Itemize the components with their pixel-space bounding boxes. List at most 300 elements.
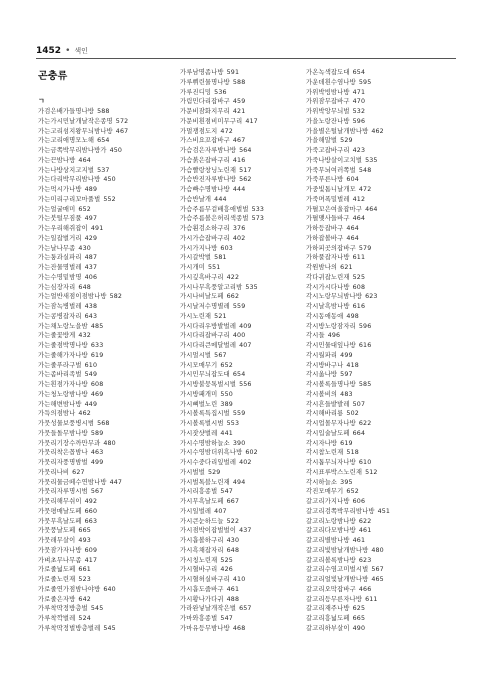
index-entry bbox=[38, 595, 172, 605]
entry-name: 가시나비날도페 bbox=[180, 293, 224, 301]
index-entry bbox=[306, 546, 456, 556]
index-entry bbox=[38, 107, 172, 117]
entry-page: 652 bbox=[220, 361, 233, 369]
entry-page: 608 bbox=[90, 381, 104, 388]
entry-page: 611 bbox=[352, 254, 366, 262]
entry-name: 가뭇평매날도페 bbox=[38, 507, 82, 515]
entry-name: 가시나무흑풍알고리밤 bbox=[180, 283, 243, 291]
index-entry bbox=[38, 478, 172, 488]
index-entry bbox=[306, 526, 456, 536]
entry-name: 각시자나방 bbox=[306, 439, 338, 447]
entry-page: 437 bbox=[84, 264, 98, 271]
entry-page: 567 bbox=[214, 351, 227, 359]
entry-page: 664 bbox=[352, 429, 366, 437]
entry-page: 451 bbox=[377, 507, 391, 515]
index-entry bbox=[180, 536, 298, 546]
index-entry bbox=[306, 214, 456, 224]
entry-name: 가시뼈벌노린 bbox=[180, 400, 218, 408]
index-column-2 bbox=[180, 68, 298, 634]
index-entry bbox=[306, 361, 456, 371]
entry-name: 가시볼록특집시벌 bbox=[180, 410, 230, 418]
index-entry bbox=[180, 556, 298, 566]
index-entry bbox=[180, 175, 298, 185]
entry-name: 가위잠무잡바구 bbox=[306, 98, 350, 106]
entry-name: 가슴반날개 bbox=[180, 195, 212, 203]
entry-page: 395 bbox=[340, 478, 353, 486]
entry-page: 648 bbox=[78, 283, 91, 291]
entry-page: 430 bbox=[226, 537, 240, 544]
entry-page: 412 bbox=[352, 195, 366, 203]
entry-name: 가는퉁과실파리 bbox=[38, 254, 82, 262]
entry-page: 610 bbox=[358, 459, 372, 466]
entry-page: 621 bbox=[340, 264, 353, 271]
entry-name: 가시수영밤더위흑나방 bbox=[180, 449, 243, 457]
entry-name: 가는수명밑밤명 bbox=[38, 273, 82, 281]
entry-page: 537 bbox=[97, 166, 110, 174]
entry-page: 429 bbox=[84, 234, 98, 242]
entry-name: 가루쀠린물명나방 bbox=[180, 78, 230, 86]
index-entry bbox=[180, 575, 298, 585]
index-entry bbox=[306, 185, 456, 195]
entry-page: 562 bbox=[239, 176, 252, 184]
entry-page: 389 bbox=[220, 400, 233, 408]
entry-name: 각다귀잡노린재 bbox=[306, 273, 350, 281]
entry-page: 483 bbox=[340, 390, 353, 398]
entry-name: 가는청노랑밤나방 bbox=[38, 390, 88, 398]
index-entry bbox=[38, 263, 172, 273]
header-title: 색인 bbox=[74, 47, 88, 55]
entry-page: 464 bbox=[346, 234, 359, 242]
entry-name: 갈고리다모밤나방 bbox=[306, 527, 356, 535]
index-entry bbox=[180, 400, 298, 410]
index-entry bbox=[306, 487, 456, 497]
index-entry bbox=[306, 497, 456, 507]
entry-name: 가시수명밤하늘소 bbox=[180, 439, 230, 447]
index-entry bbox=[306, 302, 456, 312]
index-entry bbox=[180, 429, 298, 439]
entry-page: 407 bbox=[214, 507, 227, 515]
entry-page: 461 bbox=[226, 585, 240, 593]
entry-name: 가시리흥종벌 bbox=[180, 488, 218, 496]
section-title: 곤충류 bbox=[38, 71, 68, 82]
entry-name: 가는날나무좀 bbox=[38, 244, 76, 252]
index-entry bbox=[180, 97, 298, 107]
index-entry bbox=[38, 351, 172, 361]
entry-page: 657 bbox=[239, 605, 252, 613]
entry-page: 545 bbox=[103, 624, 116, 632]
entry-page: 437 bbox=[239, 527, 252, 535]
entry-page: 471 bbox=[352, 88, 366, 96]
index-entry bbox=[180, 214, 298, 224]
entry-page: 444 bbox=[214, 195, 227, 203]
entry-page: 616 bbox=[352, 303, 366, 310]
entry-page: 525 bbox=[220, 556, 233, 564]
index-entry bbox=[180, 312, 298, 322]
entry-page: 652 bbox=[78, 205, 91, 213]
index-entry bbox=[306, 331, 456, 341]
entry-page: 535 bbox=[245, 283, 258, 291]
entry-name: 가는줄푸라구벌 bbox=[38, 361, 82, 369]
entry-page: 461 bbox=[352, 537, 366, 544]
entry-name: 갈고리빛밤날개밤나방 bbox=[306, 546, 369, 554]
entry-name: 각시해바리룡 bbox=[306, 410, 344, 418]
entry-page: 533 bbox=[251, 205, 265, 213]
index-entry bbox=[38, 429, 172, 439]
entry-name: 가시흡볼하구리 bbox=[180, 537, 224, 544]
entry-name: 가뭇리물금떼수연밤나방 bbox=[38, 478, 107, 486]
entry-name: 가슴주름볼은허리색종벌 bbox=[180, 215, 249, 223]
index-entry bbox=[38, 312, 172, 322]
entry-page: 556 bbox=[239, 381, 252, 388]
entry-page: 550 bbox=[220, 390, 233, 398]
index-entry bbox=[306, 429, 456, 439]
entry-page: 499 bbox=[90, 459, 104, 466]
entry-name: 가을노랑잔나방 bbox=[306, 117, 350, 125]
header-rule bbox=[36, 58, 456, 59]
entry-page: 480 bbox=[371, 546, 384, 554]
index-entry bbox=[306, 458, 456, 468]
entry-name: 각시옮나방 bbox=[306, 371, 338, 379]
entry-page: 643 bbox=[84, 312, 98, 320]
index-entry bbox=[306, 156, 456, 166]
entry-page: 421 bbox=[232, 108, 246, 115]
entry-name: 가루착딱정벌방층벌레 bbox=[38, 624, 101, 632]
index-entry bbox=[306, 283, 456, 293]
entry-name: 각시업몰무자나방 bbox=[306, 420, 356, 427]
index-entry bbox=[180, 146, 298, 156]
index-entry bbox=[180, 624, 298, 634]
entry-page: 568 bbox=[97, 420, 110, 427]
entry-name: 가는줄점박명나방 bbox=[38, 342, 88, 349]
entry-name: 가시수중다리잎벌레 bbox=[180, 459, 237, 466]
index-entry bbox=[180, 244, 298, 254]
entry-name: 갈고리재주나방 bbox=[306, 605, 350, 613]
index-entry bbox=[306, 97, 456, 107]
entry-name: 가하피곳의잡바구 bbox=[306, 244, 356, 252]
index-entry bbox=[306, 273, 456, 283]
index-entry bbox=[38, 253, 172, 263]
index-entry bbox=[38, 195, 172, 205]
entry-name: 가을해말벌 bbox=[306, 137, 338, 145]
entry-name: 가죽며폭밀벌레 bbox=[306, 195, 350, 203]
entry-page: 496 bbox=[327, 332, 341, 340]
entry-page: 462 bbox=[78, 410, 91, 418]
entry-page: 426 bbox=[220, 566, 233, 574]
entry-page: 492 bbox=[84, 498, 98, 505]
entry-page: 422 bbox=[226, 273, 240, 281]
entry-name: 각시월파리 bbox=[306, 351, 338, 359]
entry-page: 665 bbox=[78, 527, 91, 535]
entry-page: 512 bbox=[365, 468, 378, 476]
index-entry bbox=[306, 614, 456, 624]
entry-page: 588 bbox=[232, 78, 246, 86]
entry-name: 가시개미 bbox=[180, 264, 205, 271]
entry-name: 가시볼록벌시범 bbox=[180, 420, 224, 427]
entry-name: 각시들 bbox=[306, 332, 325, 340]
entry-page: 553 bbox=[226, 420, 240, 427]
entry-name: 가는고리섬지왕무늬밤나방 bbox=[38, 127, 113, 135]
entry-name: 가시깊흑바구리 bbox=[180, 273, 224, 281]
index-entry bbox=[180, 565, 298, 575]
entry-name: 가시혈허실바구리 bbox=[180, 576, 230, 583]
entry-page: 660 bbox=[84, 507, 98, 515]
entry-page: 633 bbox=[90, 342, 104, 349]
entry-name: 가펼맺사들바구 bbox=[306, 215, 350, 223]
letter-heading: ㄱ bbox=[38, 96, 45, 105]
entry-name: 가시모매무기 bbox=[180, 361, 218, 369]
entry-page: 667 bbox=[226, 498, 240, 505]
entry-name: 가는얼반새점이점밤나방 bbox=[38, 293, 107, 301]
entry-page: 438 bbox=[84, 303, 98, 310]
section-spacer bbox=[38, 86, 172, 95]
entry-name: 가벼초무나무좀 bbox=[38, 556, 82, 564]
entry-page: 663 bbox=[84, 517, 98, 525]
index-entry bbox=[180, 448, 298, 458]
entry-page: 627 bbox=[72, 468, 85, 476]
entry-name: 각시흔들밭발레 bbox=[306, 400, 350, 408]
index-entry bbox=[306, 439, 456, 449]
index-entry bbox=[306, 195, 456, 205]
index-list-2 bbox=[180, 68, 298, 634]
entry-page: 619 bbox=[90, 351, 104, 359]
index-entry bbox=[306, 604, 456, 614]
index-entry bbox=[306, 419, 456, 429]
index-entry bbox=[306, 244, 456, 254]
index-entry bbox=[180, 468, 298, 478]
entry-page: 490 bbox=[352, 624, 366, 632]
entry-page: 623 bbox=[358, 556, 372, 564]
entry-page: 652 bbox=[346, 488, 359, 496]
index-entry bbox=[306, 517, 456, 527]
entry-name: 가는나방상지고지벌 bbox=[38, 166, 95, 174]
entry-name: 가뭇들돌무밤나방 bbox=[38, 429, 88, 437]
index-entry bbox=[38, 556, 172, 566]
entry-page: 450 bbox=[109, 147, 123, 154]
entry-name: 가뭇리해무쉬이 bbox=[38, 498, 82, 505]
index-entry bbox=[180, 595, 298, 605]
entry-name: 가시잣샷벌레 bbox=[180, 429, 218, 437]
entry-name: 가시다리잡바구리 bbox=[180, 332, 230, 340]
entry-page: 610 bbox=[84, 361, 98, 369]
entry-page: 390 bbox=[232, 439, 246, 447]
index-entry bbox=[306, 409, 456, 419]
entry-page: 489 bbox=[84, 186, 98, 193]
entry-page: 407 bbox=[239, 342, 252, 349]
entry-page: 648 bbox=[226, 546, 240, 554]
index-entry bbox=[180, 526, 298, 536]
index-entry bbox=[38, 575, 172, 585]
index-entry bbox=[180, 604, 298, 614]
entry-name: 가시다리우방발벌레 bbox=[180, 322, 237, 330]
entry-name: 가온녹색잡도대 bbox=[306, 69, 350, 76]
entry-name: 가시날저수명별레 bbox=[180, 303, 230, 310]
entry-name: 가로줄노린재 bbox=[38, 576, 76, 583]
index-entry bbox=[180, 585, 298, 595]
entry-page: 497 bbox=[84, 215, 98, 223]
index-entry bbox=[306, 322, 456, 332]
entry-page: 622 bbox=[358, 517, 372, 525]
entry-name: 가뭇리기장수까만무과 bbox=[38, 439, 101, 447]
entry-page: 447 bbox=[109, 478, 123, 486]
entry-name: 가는다리박무리밤나방 bbox=[38, 176, 101, 184]
entry-page: 551 bbox=[207, 264, 221, 271]
entry-name: 가라완넣날개작은벌 bbox=[180, 605, 237, 613]
entry-page: 602 bbox=[245, 449, 258, 457]
index-entry bbox=[180, 224, 298, 234]
entry-page: 582 bbox=[109, 293, 123, 301]
index-entry bbox=[306, 556, 456, 566]
index-entry bbox=[306, 136, 456, 146]
entry-name: 갈고리하부살이 bbox=[306, 624, 350, 632]
entry-name: 가시가지나방 bbox=[180, 244, 218, 252]
index-entry bbox=[306, 292, 456, 302]
entry-name: 가죽고잡바구리 bbox=[306, 147, 350, 154]
index-entry bbox=[180, 497, 298, 507]
index-entry bbox=[38, 292, 172, 302]
entry-name: 각시톱무늬자나방 bbox=[306, 459, 356, 466]
entry-page: 597 bbox=[340, 371, 353, 379]
entry-page: 463 bbox=[90, 449, 104, 457]
entry-page: 654 bbox=[232, 371, 246, 379]
entry-name: 가시일벌레 bbox=[180, 507, 212, 515]
entry-name: 가시갈박벌 bbox=[180, 254, 212, 262]
entry-name: 갈고리등무른자나방 bbox=[306, 595, 363, 603]
entry-name: 갈고리수염고미벌시벌 bbox=[306, 566, 369, 574]
entry-name: 가죽푸른나방 bbox=[306, 176, 344, 184]
entry-name: 가슴반진자루밤나방 bbox=[180, 176, 237, 184]
index-entry bbox=[180, 107, 298, 117]
index-entry bbox=[180, 439, 298, 449]
entry-page: 642 bbox=[78, 595, 91, 603]
entry-name: 각시가시다나방 bbox=[306, 283, 350, 291]
entry-name: 가슴빠수명밤나방 bbox=[180, 186, 230, 193]
index-entry bbox=[38, 458, 172, 468]
entry-page: 622 bbox=[358, 420, 372, 427]
entry-page: 525 bbox=[352, 273, 366, 281]
entry-page: 535 bbox=[365, 156, 378, 164]
index-entry bbox=[38, 409, 172, 419]
entry-name: 각시표루박스노린재 bbox=[306, 468, 363, 476]
index-entry bbox=[180, 380, 298, 390]
entry-name: 가시혈바구리 bbox=[180, 566, 218, 574]
index-entry bbox=[306, 624, 456, 634]
page-number: 1452 bbox=[36, 46, 62, 56]
index-entry bbox=[180, 409, 298, 419]
entry-page: 572 bbox=[115, 117, 129, 125]
entry-page: 547 bbox=[220, 615, 233, 622]
index-entry bbox=[180, 88, 298, 98]
index-entry bbox=[38, 185, 172, 195]
entry-name: 가시벌벌 bbox=[180, 468, 205, 476]
index-entry bbox=[180, 292, 298, 302]
index-entry bbox=[180, 458, 298, 468]
entry-page: 559 bbox=[232, 410, 246, 418]
entry-name: 각시입술날도페 bbox=[306, 429, 350, 437]
index-entry bbox=[180, 253, 298, 263]
index-entry bbox=[306, 253, 456, 263]
entry-name: 가로줄은자방 bbox=[38, 595, 76, 603]
entry-page: 462 bbox=[371, 127, 384, 135]
entry-name: 가하등잡바구 bbox=[306, 225, 344, 232]
entry-name: 각시노랑무늬밤나방 bbox=[306, 293, 363, 301]
entry-name: 가위박빙밤나방 bbox=[306, 88, 350, 96]
entry-page: 552 bbox=[103, 195, 116, 203]
index-entry bbox=[180, 331, 298, 341]
entry-page: 517 bbox=[239, 166, 252, 174]
entry-name: 가는줄해가자나방 bbox=[38, 351, 88, 359]
entry-page: 662 bbox=[226, 293, 240, 301]
entry-page: 529 bbox=[207, 468, 221, 476]
entry-name: 가운데흰수염나방 bbox=[306, 78, 356, 86]
entry-page: 606 bbox=[352, 498, 366, 505]
index-entry bbox=[38, 546, 172, 556]
index-entry bbox=[38, 419, 172, 429]
entry-name: 갈고리노랑밤나방 bbox=[306, 517, 356, 525]
entry-page: 423 bbox=[352, 147, 366, 154]
index-entry bbox=[180, 234, 298, 244]
index-column-3 bbox=[306, 68, 456, 634]
entry-page: 410 bbox=[232, 576, 246, 583]
entry-page: 464 bbox=[352, 215, 366, 223]
entry-name: 가죽나방살이고치벌 bbox=[306, 156, 363, 164]
index-entry bbox=[306, 312, 456, 322]
index-entry bbox=[38, 214, 172, 224]
entry-page: 661 bbox=[78, 566, 91, 574]
entry-page: 518 bbox=[346, 449, 359, 457]
index-entry bbox=[306, 585, 456, 595]
entry-page: 488 bbox=[226, 595, 240, 603]
entry-name: 가루진디밍 bbox=[180, 88, 212, 96]
entry-name: 가시방불뭉톡벌시벌 bbox=[180, 381, 237, 388]
index-entry bbox=[306, 205, 456, 215]
index-entry bbox=[306, 234, 456, 244]
index-entry bbox=[306, 68, 456, 78]
entry-name: 가시가슴잡바구리 bbox=[180, 234, 230, 242]
entry-page: 521 bbox=[214, 312, 227, 320]
entry-page: 522 bbox=[226, 517, 240, 525]
index-entry bbox=[38, 439, 172, 449]
entry-name: 가는잔물명벌레 bbox=[38, 264, 82, 271]
entry-page: 507 bbox=[352, 400, 366, 408]
index-entry bbox=[306, 146, 456, 156]
entry-name: 가는얼굴매미 bbox=[38, 205, 76, 213]
entry-page: 523 bbox=[78, 576, 91, 583]
entry-name: 가는해변밤나방 bbox=[38, 400, 82, 408]
index-entry bbox=[180, 136, 298, 146]
entry-name: 각시볼비의 bbox=[306, 390, 338, 398]
index-entry bbox=[180, 546, 298, 556]
entry-name: 가멀쟁점도지 bbox=[180, 127, 218, 135]
entry-name: 가시노린재 bbox=[180, 312, 212, 320]
entry-name: 가뭇리착은꼽밤나 bbox=[38, 449, 88, 457]
entry-page: 502 bbox=[346, 410, 359, 418]
entry-name: 가는일잡벌거리 bbox=[38, 234, 82, 242]
entry-page: 589 bbox=[90, 429, 104, 437]
index-entry bbox=[38, 146, 172, 156]
entry-name: 갈고리볼록밤나방 bbox=[306, 556, 356, 564]
index-entry bbox=[38, 507, 172, 517]
index-entry bbox=[306, 536, 456, 546]
index-entry bbox=[38, 136, 172, 146]
index-entry bbox=[180, 478, 298, 488]
entry-name: 가는고리애명모노해 bbox=[38, 137, 95, 145]
index-entry bbox=[180, 614, 298, 624]
entry-name: 가시큰눈하드늘 bbox=[180, 517, 224, 525]
index-entry bbox=[306, 565, 456, 575]
index-entry bbox=[38, 127, 172, 137]
entry-page: 430 bbox=[78, 244, 91, 252]
index-entry bbox=[306, 175, 456, 185]
